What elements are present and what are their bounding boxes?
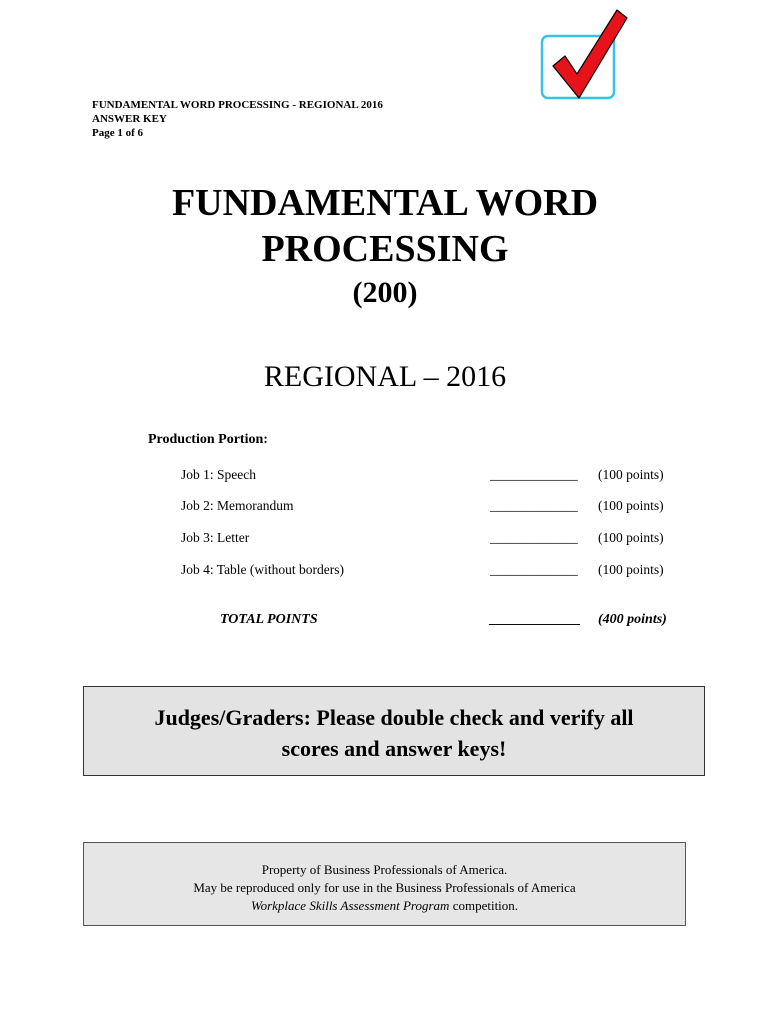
total-label: TOTAL POINTS	[220, 612, 318, 627]
score-blank: _____________	[490, 530, 578, 545]
job-label: Job 4: Table (without borders)	[181, 562, 345, 577]
job-points: (100 points)	[598, 562, 664, 577]
production-portion-label: Production Portion:	[148, 432, 268, 447]
program-name: Workplace Skills Assessment Program	[250, 898, 450, 913]
job-row	[181, 467, 681, 487]
property-notice-box	[83, 842, 686, 926]
main-title	[0, 180, 770, 272]
property-line2: May be reproduced only for use in the Business Professionals of America	[193, 880, 576, 895]
total-score-blank: _____________	[489, 612, 580, 627]
job-row	[181, 562, 681, 582]
checkmark-logo-icon	[539, 8, 629, 100]
judges-notice-line2: scores and answer keys!	[281, 736, 507, 761]
job-label: Job 2: Memorandum	[181, 498, 294, 513]
property-line3	[84, 897, 685, 915]
job-label: Job 3: Letter	[181, 530, 250, 545]
judges-notice-line1: Judges/Graders: Please double check and verify all	[154, 705, 634, 730]
document-header	[92, 98, 383, 140]
property-line1: Property of Business Professionals of America.	[261, 862, 508, 877]
job-label: Job 1: Speech	[181, 467, 256, 482]
total-points-row	[220, 612, 690, 632]
score-blank: _____________	[490, 498, 578, 513]
property-line3-rest: competition.	[449, 898, 519, 913]
job-row	[181, 530, 681, 550]
score-blank: _____________	[490, 562, 578, 577]
main-title-line2: PROCESSING	[261, 228, 509, 270]
regional-year: REGIONAL – 2016	[263, 360, 507, 393]
header-subtitle: ANSWER KEY	[92, 113, 167, 125]
total-points: (400 points)	[598, 612, 667, 627]
score-blank: _____________	[490, 467, 578, 482]
header-page-number: Page 1 of 6	[92, 127, 144, 139]
judges-notice-box	[83, 686, 705, 776]
event-code: (200)	[352, 276, 418, 309]
job-points: (100 points)	[598, 530, 664, 545]
job-row	[181, 498, 681, 518]
job-points: (100 points)	[598, 498, 664, 513]
header-title: FUNDAMENTAL WORD PROCESSING - REGIONAL 2016	[92, 99, 383, 111]
job-points: (100 points)	[598, 467, 664, 482]
main-title-line1: FUNDAMENTAL WORD	[171, 182, 599, 224]
